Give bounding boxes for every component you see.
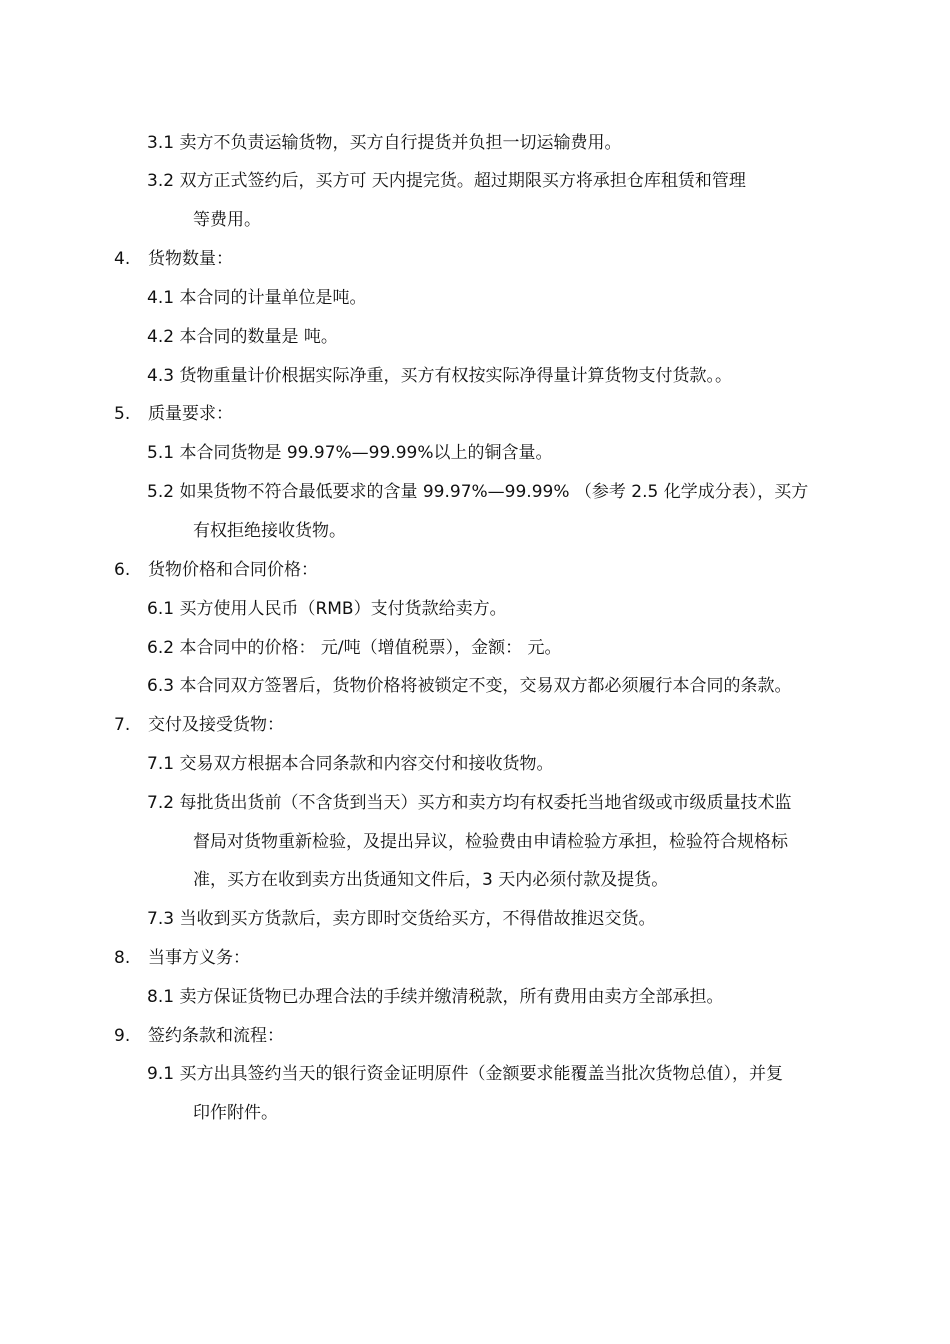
section-number: 5. <box>114 404 131 424</box>
section-5-heading <box>114 403 414 425</box>
clause-9-1: 9.1 买方出具签约当天的银行资金证明原件（金额要求能覆盖当批次货物总值），并复 <box>147 1064 783 1084</box>
section-number: 8. <box>114 948 131 968</box>
clause-6-3: 6.3 本合同双方签署后，货物价格将被锁定不变，交易双方都必须履行本合同的条款。 <box>147 676 792 696</box>
section-7-heading <box>114 714 414 736</box>
section-number: 9. <box>114 1026 131 1046</box>
section-title: 签约条款和流程： <box>148 1026 284 1046</box>
clause-9-1-continuation: 印作附件。 <box>193 1103 278 1123</box>
clause-4-3: 4.3 货物重量计价根据实际净重，买方有权按实际净得量计算货物支付货款。。 <box>147 366 732 386</box>
clause-6-1: 6.1 买方使用人民币（RMB）支付货款给卖方。 <box>147 599 507 619</box>
section-title: 交付及接受货物： <box>148 715 284 735</box>
section-number: 4. <box>114 249 131 269</box>
clause-3-2: 3.2 双方正式签约后，买方可 天内提完货。超过期限买方将承担仓库租赁和管理 <box>147 171 746 191</box>
section-title: 货物价格和合同价格： <box>148 560 318 580</box>
clause-7-2: 7.2 每批货出货前（不含货到当天）买方和卖方均有权委托当地省级或市级质量技术监 <box>147 793 792 813</box>
clause-4-2: 4.2 本合同的数量是 吨。 <box>147 327 338 347</box>
clause-8-1: 8.1 卖方保证货物已办理合法的手续并缴清税款，所有费用由卖方全部承担。 <box>147 987 724 1007</box>
section-8-heading <box>114 947 414 969</box>
clause-7-3: 7.3 当收到买方货款后，卖方即时交货给买方，不得借故推迟交货。 <box>147 909 656 929</box>
clause-3-1: 3.1 卖方不负责运输货物，买方自行提货并负担一切运输费用。 <box>147 133 622 153</box>
section-9-heading <box>114 1025 414 1047</box>
section-4-heading <box>114 248 414 270</box>
section-number: 7. <box>114 715 131 735</box>
clause-5-2: 5.2 如果货物不符合最低要求的含量 99.97%—99.99% （参考 2.5 化学成分表），买方 <box>147 482 809 502</box>
section-title: 货物数量： <box>148 249 233 269</box>
clause-7-1: 7.1 交易双方根据本合同条款和内容交付和接收货物。 <box>147 754 554 774</box>
clause-5-2-continuation: 有权拒绝接收货物。 <box>193 521 346 541</box>
section-6-heading <box>114 559 414 581</box>
section-number: 6. <box>114 560 131 580</box>
clause-7-2-continuation: 督局对货物重新检验，及提出异议，检验费由申请检验方承担，检验符合规格标 <box>193 832 788 852</box>
section-title: 当事方义务： <box>148 948 250 968</box>
section-title: 质量要求： <box>148 404 233 424</box>
clause-3-2-continuation: 等费用。 <box>193 210 261 230</box>
clause-7-2-continuation-2: 准，买方在收到卖方出货通知文件后，3 天内必须付款及提货。 <box>193 870 669 890</box>
clause-4-1: 4.1 本合同的计量单位是吨。 <box>147 288 367 308</box>
clause-5-1: 5.1 本合同货物是 99.97%—99.99%以上的铜含量。 <box>147 443 553 463</box>
clause-6-2: 6.2 本合同中的价格： 元/吨（增值税票），金额： 元。 <box>147 638 562 658</box>
